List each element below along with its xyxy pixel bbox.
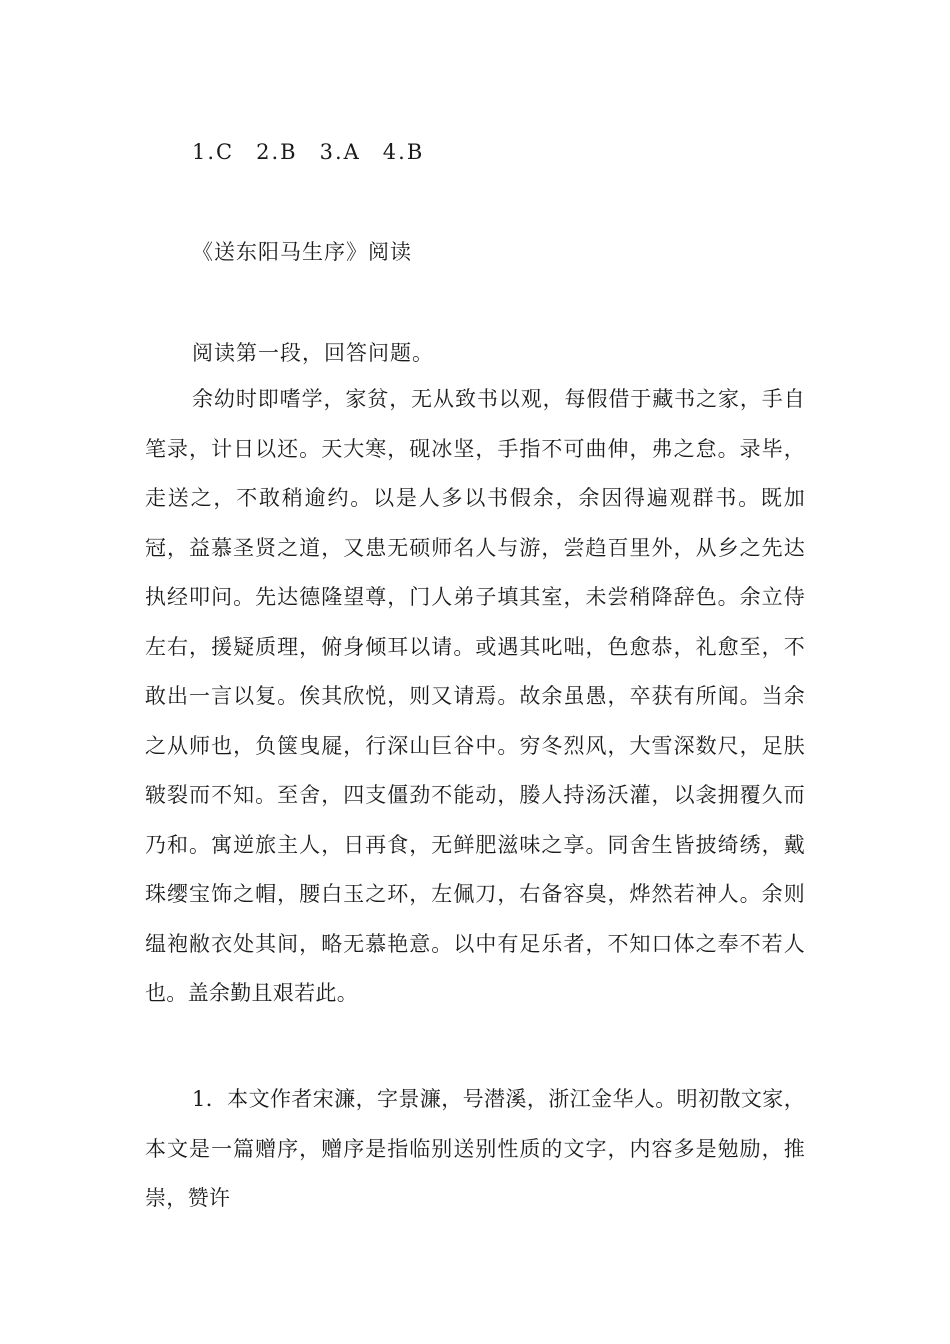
answer-2: 2.B [256,140,298,164]
answer-key [192,140,446,164]
passage-paragraph: 余幼时即嗜学，家贫，无从致书以观，每假借于藏书之家，手自笔录，计日以还。天大寒，砚冰坚，手指不可曲伸，弗之怠。录毕，走送之，不敢稍逾约。以是人多以书假余，余因得遍观群书。既加冠，益慕圣贤之道，又患无硕师名人与游，尝趋百里外，从乡之先达执经叩问。先达德隆望尊，门人弟子填其室，未尝稍降辞色。余立侍左右，援疑质理，俯身倾耳以请。或遇其叱咄，色愈恭，礼愈至，不敢出一言以复。俟其欣悦，则又请焉。故余虽愚，卒获有所闻。当余之从师也，负箧曳屣，行深山巨谷中。穷冬烈风，大雪深数尺，足肤皲裂而不知。至舍，四支僵劲不能动，媵人持汤沃灌，以衾拥覆久而乃和。寓逆旅主人，日再食，无鲜肥滋味之享。同舍生皆披绮绣，戴珠缨宝饰之帽，腰白玉之环，左佩刀，右备容臭，烨然若神人。余则缊袍敝衣处其间，略无慕艳意。以中有足乐者，不知口体之奉不若人也。盖余勤且艰若此。 [145,387,805,1005]
answer-3: 3.A [319,140,361,164]
reading-instruction: 阅读第一段，回答问题。 [192,341,434,365]
answer-4: 4.B [382,140,425,164]
answer-1: 1.C [192,140,235,164]
section-title: 《送东阳马生序》阅读 [192,240,412,264]
note-paragraph: 1．本文作者宋濂，字景濂，号潜溪，浙江金华人。明初散文家，本文是一篇赠序，赠序是指临别送别性质的文字，内容多是勉励，推崇，赞许 [145,1087,805,1210]
